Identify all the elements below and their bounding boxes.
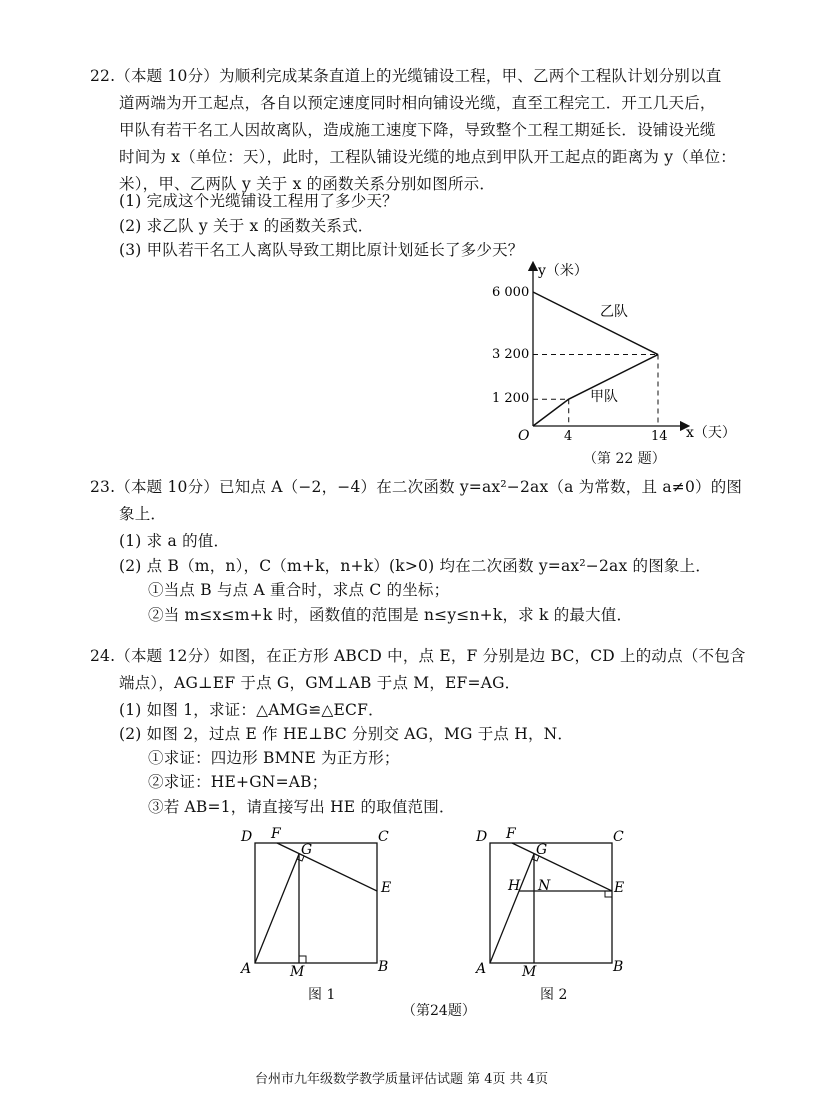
q24-figure-1 bbox=[235, 825, 405, 980]
fig1-right-angle-m bbox=[299, 956, 306, 963]
q23-part-2-1: ①当点 B 与点 A 重合时，求点 C 的坐标； bbox=[148, 581, 450, 599]
page-footer: 台州市九年级数学教学质量评估试题 第 4页 共 4页 bbox=[255, 1072, 549, 1087]
fig1-label-g: G bbox=[301, 842, 313, 858]
fig2-label-m: M bbox=[522, 964, 537, 980]
fig1-label-b: B bbox=[378, 959, 389, 975]
q24-part-2-1: ①求证：四边形 BMNE 为正方形； bbox=[148, 749, 400, 767]
fig2-right-angle-e bbox=[605, 891, 612, 897]
q23-line-1: 23.（本题 10分）已知点 A（−2，−4）在二次函数 y=ax²−2ax（a 为常数，且 a≠0）的图 bbox=[90, 478, 743, 496]
q22-caption: （第 22 题） bbox=[583, 451, 666, 467]
fig1-label-f: F bbox=[271, 826, 281, 842]
fig2-ag bbox=[490, 854, 534, 963]
q24-part-2-2: ②求证：HE+GN=AB； bbox=[148, 773, 328, 791]
q24-line-2: 端点），AG⊥EF 于点 G，GM⊥AB 于点 M，EF=AG． bbox=[119, 674, 521, 692]
fig1-label-e: E bbox=[381, 880, 392, 896]
q22-part-2: (2) 求乙队 y 关于 x 的函数关系式． bbox=[119, 217, 374, 235]
q24-part-1: (1) 如图 1，求证：△AMG≌△ECF． bbox=[119, 701, 384, 719]
fig2-label-h: H bbox=[508, 878, 521, 894]
q24-part-2: (2) 如图 2，过点 E 作 HE⊥BC 分别交 AG，MG 于点 H，N． bbox=[119, 725, 574, 743]
q22-x-axis-label: x（天） bbox=[686, 425, 736, 441]
fig1-label-d: D bbox=[241, 829, 253, 845]
fig2-label-g: G bbox=[536, 842, 548, 858]
fig1-label-c: C bbox=[378, 829, 389, 845]
fig1-ef bbox=[277, 843, 377, 891]
q24-caption: （第24题） bbox=[402, 1003, 476, 1019]
q22-line-2: 道两端为开工起点，各自以预定速度同时相向铺设光缆，直至工程完工．开工几天后， bbox=[119, 94, 716, 112]
q24-figure-2 bbox=[470, 825, 640, 980]
fig2-label-c: C bbox=[613, 829, 624, 845]
q22-xtick-4: 4 bbox=[564, 429, 573, 444]
q22-chart-marks bbox=[533, 292, 658, 426]
q22-part-3: (3) 甲队若干名工人离队导致工期比原计划延长了多少天？ bbox=[119, 241, 524, 259]
fig2-ef bbox=[512, 843, 612, 891]
q23-part-2-2: ②当 m≤x≤m+k 时，函数值的范围是 n≤y≤n+k，求 k 的最大值． bbox=[148, 606, 633, 624]
fig1-ag bbox=[255, 854, 299, 963]
q23-part-2: (2) 点 B（m，n），C（m+k，n+k）(k>0) 均在二次函数 y=ax²−2ax 的图象上． bbox=[119, 557, 712, 575]
q22-chart bbox=[480, 258, 740, 458]
q24-line-1: 24.（本题 12分）如图，在正方形 ABCD 中，点 E，F 分别是边 BC，CD 上的动点（不包含 bbox=[90, 647, 746, 665]
fig2-label-e: E bbox=[614, 880, 625, 896]
fig2-caption: 图 2 bbox=[540, 987, 568, 1003]
fig1-label-a: A bbox=[241, 961, 252, 977]
q22-line-1: 22.（本题 10分）为顺利完成某条直道上的光缆铺设工程，甲、乙两个工程队计划分别以直 bbox=[90, 67, 722, 85]
q22-ytick-6000: 6 000 bbox=[492, 285, 530, 300]
fig2-label-b: B bbox=[613, 959, 624, 975]
q22-line-5: 米），甲、乙两队 y 关于 x 的函数关系分别如图所示． bbox=[119, 175, 496, 193]
q22-origin-label: O bbox=[518, 428, 530, 444]
fig2-label-f: F bbox=[506, 826, 516, 842]
q22-line-4: 时间为 x（单位：天），此时，工程队铺设光缆的地点到甲队开工起点的距离为 y（单位： bbox=[119, 148, 737, 166]
fig2-label-n: N bbox=[538, 878, 551, 894]
q22-series-line-yi bbox=[533, 292, 658, 355]
q22-series-jia-label: 甲队 bbox=[590, 389, 618, 405]
fig2-label-d: D bbox=[476, 829, 488, 845]
q22-ytick-3200: 3 200 bbox=[492, 347, 530, 362]
q22-line-3: 甲队有若干名工人因故离队，造成施工速度下降，导致整个工程工期延长．设铺设光缆 bbox=[119, 121, 716, 139]
q22-series-yi-label: 乙队 bbox=[600, 304, 628, 320]
q23-part-1: (1) 求 a 的值． bbox=[119, 532, 230, 550]
q24-part-2-3: ③若 AB=1，请直接写出 HE 的取值范围． bbox=[148, 798, 455, 816]
fig2-label-a: A bbox=[476, 961, 487, 977]
q22-y-axis-label: y（米） bbox=[538, 263, 588, 279]
q22-part-1: (1) 完成这个光缆铺设工程用了多少天？ bbox=[119, 192, 398, 210]
q22-xtick-14: 14 bbox=[651, 429, 668, 444]
fig1-label-m: M bbox=[290, 964, 305, 980]
q22-ytick-1200: 1 200 bbox=[492, 391, 530, 406]
q23-line-2: 象上． bbox=[119, 505, 167, 523]
fig1-caption: 图 1 bbox=[308, 987, 336, 1003]
